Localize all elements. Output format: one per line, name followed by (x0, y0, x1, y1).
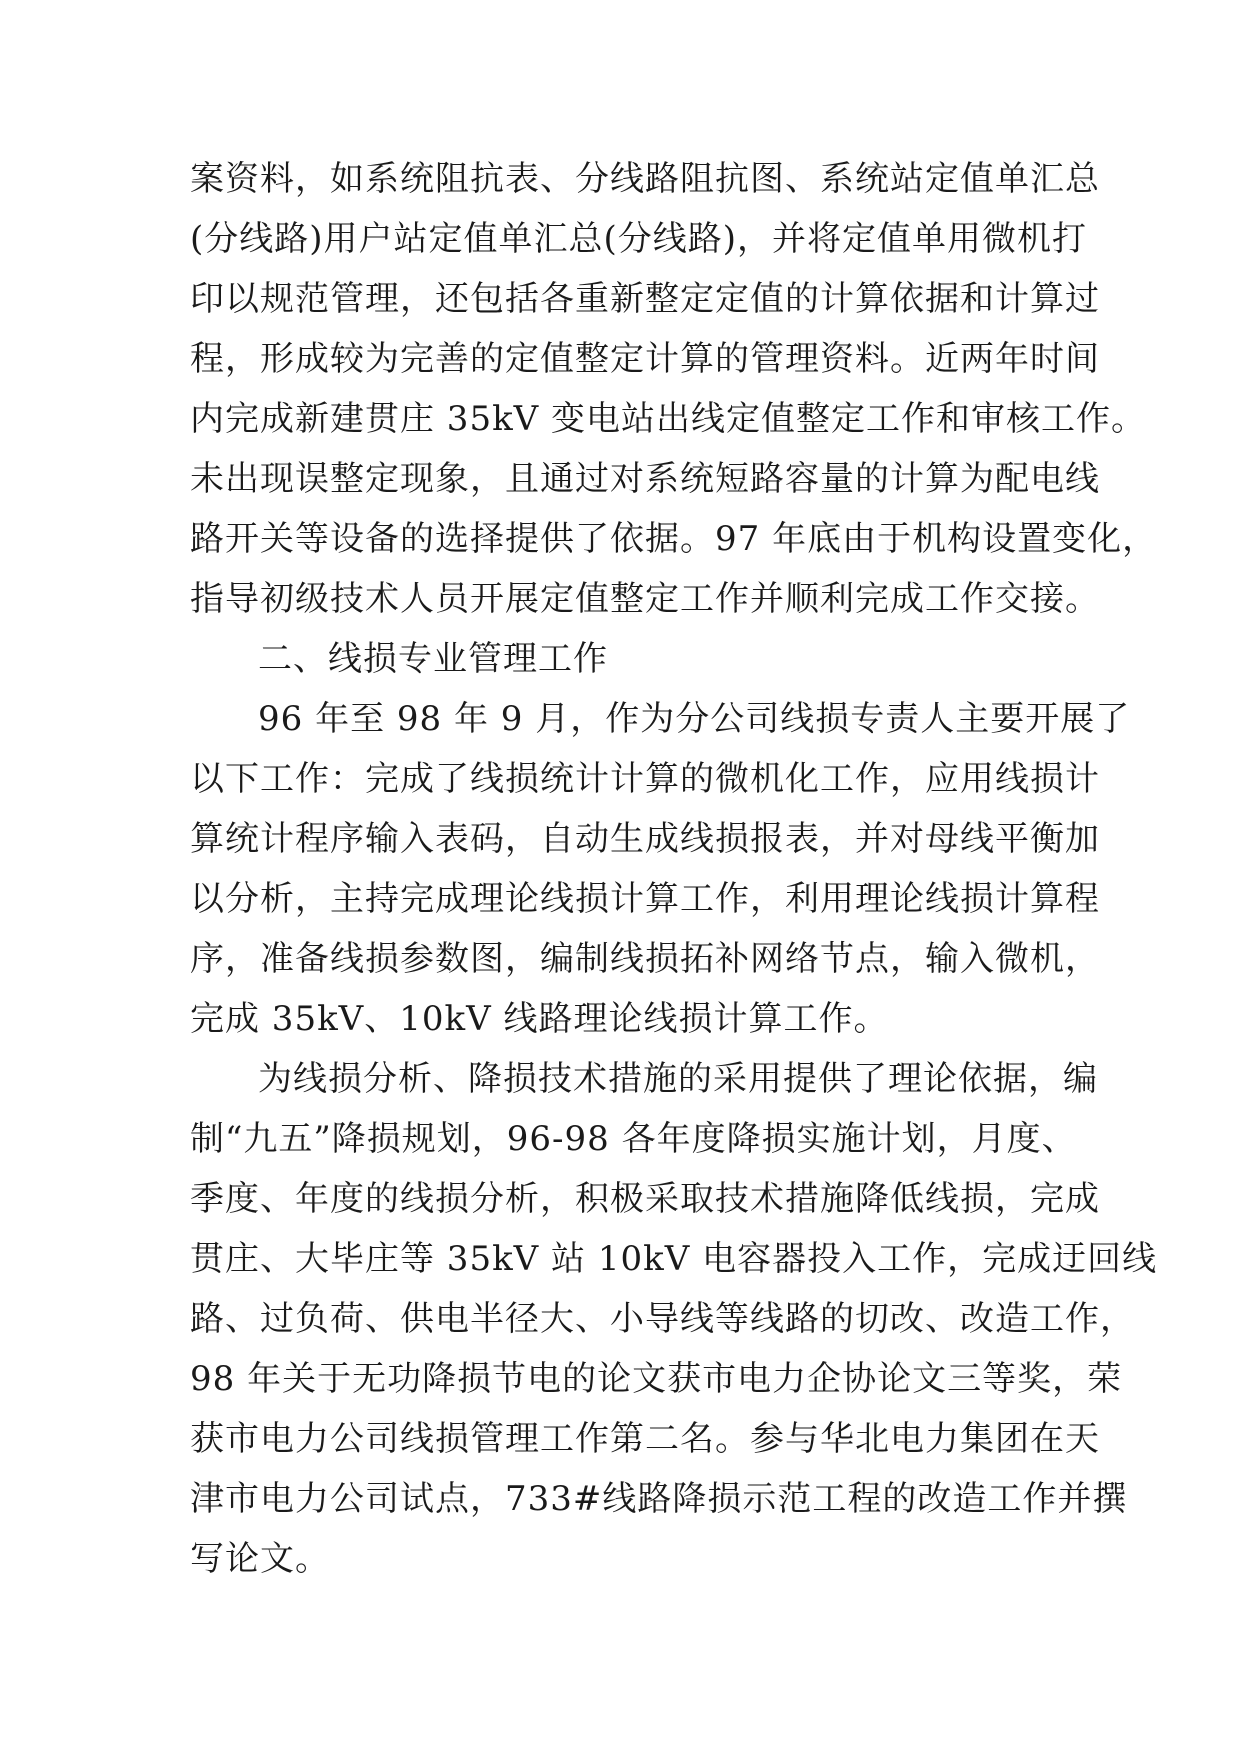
body-text-line: 贯庄、大毕庄等 35kV 站 10kV 电容器投入工作，完成迂回线 (190, 1239, 1158, 1279)
body-text-line: 季度、年度的线损分析，积极采取技术措施降低线损，完成 (190, 1179, 1100, 1219)
body-text-line: 指导初级技术人员开展定值整定工作并顺利完成工作交接。 (190, 579, 1100, 619)
body-text-line: 获市电力公司线损管理工作第二名。参与华北电力集团在天 (190, 1419, 1100, 1459)
body-text-line: 印以规范管理，还包括各重新整定定值的计算依据和计算过 (190, 279, 1100, 319)
body-text-line: 以下工作：完成了线损统计计算的微机化工作，应用线损计 (190, 759, 1100, 799)
body-text-line: 算统计程序输入表码，自动生成线损报表，并对母线平衡加 (190, 819, 1100, 859)
body-text-line: 制“九五”降损规划，96-98 各年度降损实施计划，月度、 (190, 1119, 1077, 1159)
body-text-line: 案资料，如系统阻抗表、分线路阻抗图、系统站定值单汇总 (190, 159, 1100, 199)
body-text-line: 津市电力公司试点，733#线路降损示范工程的改造工作并撰 (190, 1479, 1128, 1519)
body-text-line: 98 年关于无功降损节电的论文获市电力企协论文三等奖，荣 (190, 1359, 1123, 1399)
section-heading: 二、线损专业管理工作 (258, 639, 608, 679)
body-text-line: 程，形成较为完善的定值整定计算的管理资料。近两年时间 (190, 339, 1100, 379)
body-text-line: 以分析，主持完成理论线损计算工作，利用理论线损计算程 (190, 879, 1100, 919)
body-text-line: (分线路)用户站定值单汇总(分线路)，并将定值单用微机打 (190, 219, 1088, 259)
body-text-line: 序，准备线损参数图，编制线损拓补网络节点，输入微机， (190, 939, 1100, 979)
body-text-line: 未出现误整定现象，且通过对系统短路容量的计算为配电线 (190, 459, 1100, 499)
body-text-line: 96 年至 98 年 9 月，作为分公司线损专责人主要开展了 (258, 699, 1131, 739)
body-text-line: 路开关等设备的选择提供了依据。97 年底由于机构设置变化， (190, 519, 1158, 559)
body-text-line: 内完成新建贯庄 35kV 变电站出线定值整定工作和审核工作。 (190, 399, 1147, 439)
body-text-line: 路、过负荷、供电半径大、小导线等线路的切改、改造工作， (190, 1299, 1135, 1339)
body-text-line: 完成 35kV、10kV 线路理论线损计算工作。 (190, 999, 889, 1039)
body-text-line: 为线损分析、降损技术措施的采用提供了理论依据，编 (258, 1059, 1098, 1099)
body-text-line: 写论文。 (190, 1539, 330, 1579)
